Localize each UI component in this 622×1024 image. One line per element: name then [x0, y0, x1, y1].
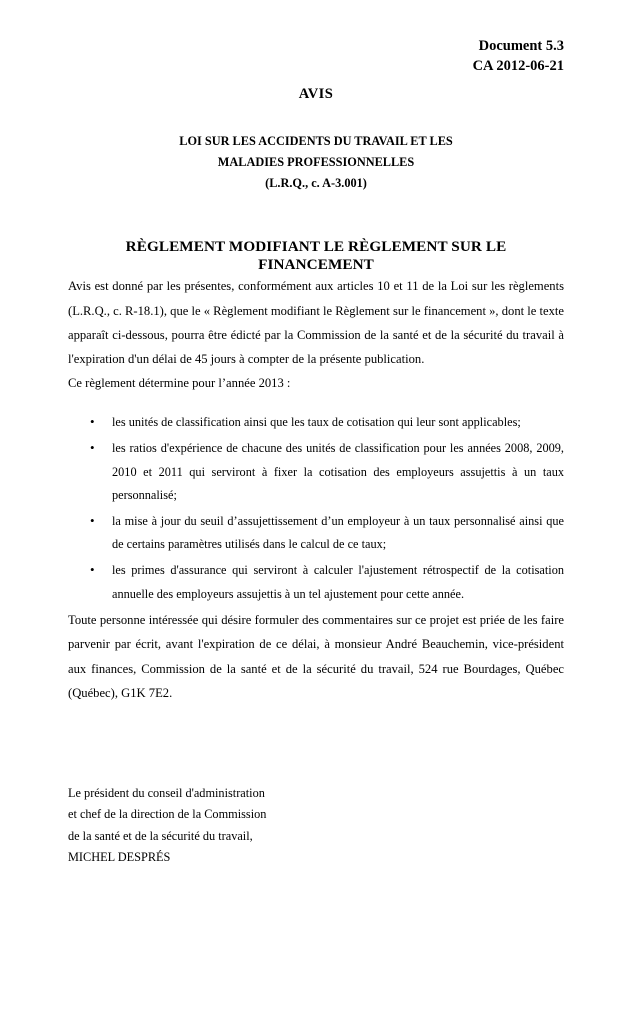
paragraph-notice: Avis est donné par les présentes, conformément aux articles 10 et 11 de la Loi sur les règlements (L.R.Q., c. R-18.1), que le « Règlement modifiant le Règlement sur le financement », dont le texte apparaît ci-dessous, pourra être édicté par la Commission de la santé et de la sécurité du travail à l'expiration d'un délai de 45 jours à compter de la présente publication.	[68, 279, 564, 366]
list-item: • les primes d'assurance qui serviront à calculer l'ajustement rétrospectif de la cotisation annuelle des employeurs assujettis à un tel ajustement pour cette année.	[90, 559, 564, 606]
signature-line-3: de la santé et de la sécurité du travail,	[68, 828, 253, 843]
list-item: • les ratios d'expérience de chacune des unités de classification pour les années 2008, 2009, 2010 et 2011 qui serviront à fixer la cotisation des employeurs assujettis à un taux personnalisé;	[90, 437, 564, 508]
paragraph-comments: Toute personne intéressée qui désire formuler des commentaires sur ce projet est priée de les faire parvenir par écrit, avant l'expiration de ce délai, à monsieur André Beauchemin, vice-président aux finances, Commission de la santé et de la sécurité du travail, 524 rue Bourdages, Québec (Québec), G1K 7E2.	[68, 613, 564, 700]
signature-line-1: Le président du conseil d'administration	[68, 785, 265, 800]
meeting-reference: CA 2012-06-21	[472, 58, 564, 74]
list-item: • les unités de classification ainsi que les taux de cotisation qui leur sont applicables;	[90, 411, 564, 435]
list-item: • la mise à jour du seuil d’assujettissement d’un employeur à un taux personnalisé ainsi que de certains paramètres utilisés dans le calcul de ce taux;	[90, 510, 564, 557]
law-reference-block	[68, 131, 564, 194]
paragraph-intro-list: Ce règlement détermine pour l’année 2013 :	[68, 376, 291, 391]
signature-block	[68, 783, 564, 869]
law-line-2: MALADIES PROFESSIONNELLES	[217, 155, 415, 170]
signature-line-2: et chef de la direction de la Commission	[68, 807, 267, 822]
signature-name: MICHEL DESPRÉS	[68, 850, 171, 865]
document-header	[68, 36, 564, 76]
regulation-title: RÈGLEMENT MODIFIANT LE RÈGLEMENT SUR LE FINANCEMENT	[125, 238, 507, 274]
determination-list	[68, 411, 564, 606]
document-number: Document 5.3	[478, 38, 564, 54]
page-title: AVIS	[298, 86, 334, 102]
law-line-3: (L.R.Q., c. A-3.001)	[265, 176, 367, 191]
law-line-1: LOI SUR LES ACCIDENTS DU TRAVAIL ET LES	[179, 134, 453, 148]
